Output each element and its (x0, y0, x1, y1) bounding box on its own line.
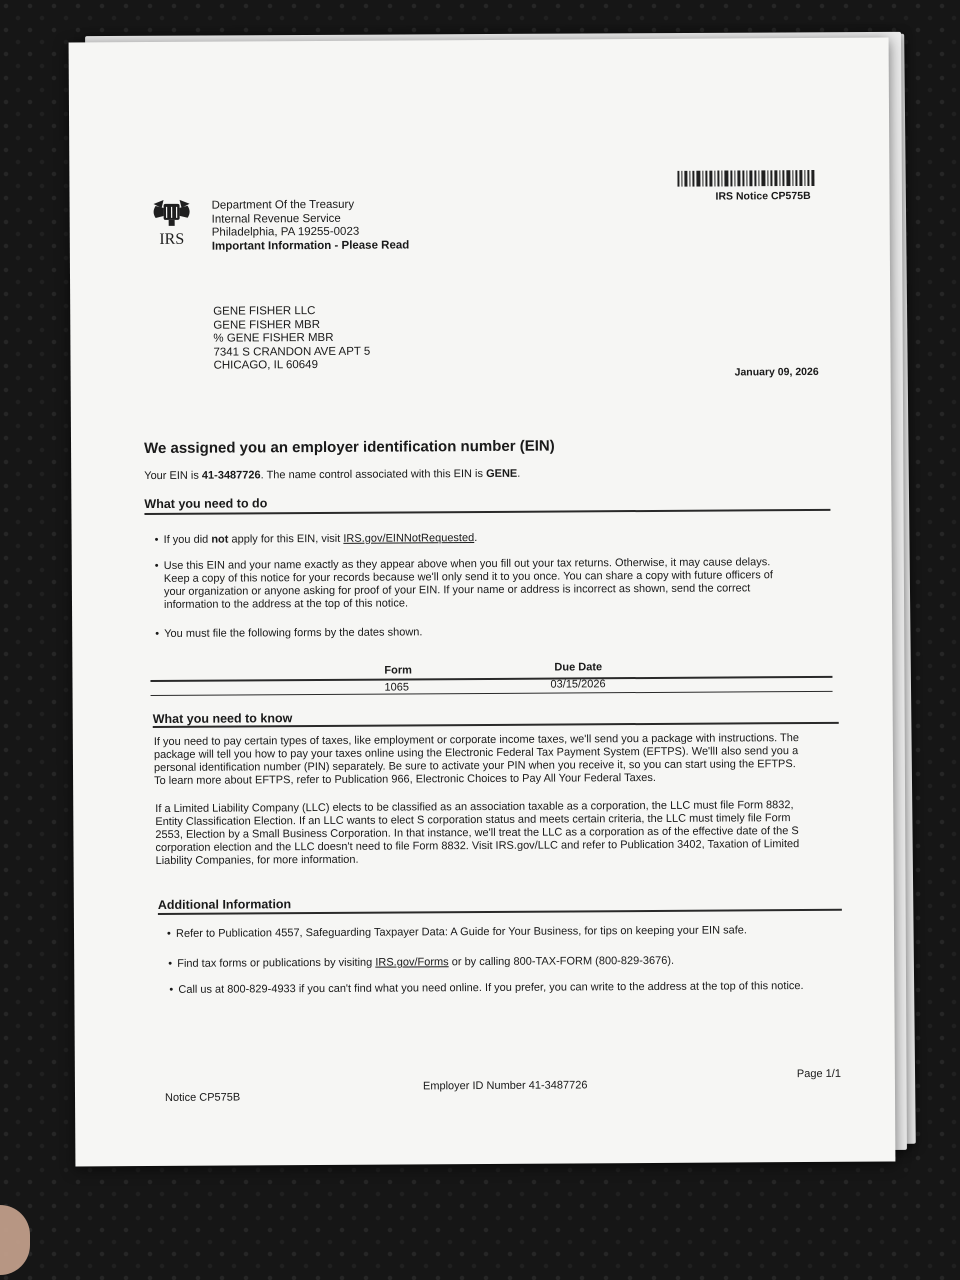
irs-notice-page (69, 38, 896, 1167)
ein-prefix: Your EIN is (144, 469, 202, 483)
address-line: 7341 S CRANDON AVE APT 5 (213, 345, 371, 359)
ein-value: 41-3487726 (201, 469, 261, 482)
address-line: GENE FISHER MBR (213, 318, 321, 332)
ein-suffix: . (517, 467, 521, 480)
table-row-rule (151, 691, 833, 696)
agency-line: Internal Revenue Service (211, 212, 341, 226)
irs-forms-link[interactable]: IRS.gov/Forms (375, 956, 449, 969)
bullet-text: Find tax forms or publications by visiting (177, 956, 376, 970)
llc-paragraph (155, 799, 845, 868)
important-info-label: Important Information - Please Read (211, 238, 410, 253)
footer-notice: Notice CP575B (164, 1091, 241, 1104)
table-header-form: Form (384, 664, 412, 677)
bullet-line: Use this EIN and your name exactly as they appear above when you fill out your tax returns. Otherwise, it may cause delays. (163, 556, 771, 572)
recipient-address (213, 305, 370, 373)
table-cell-due: 03/15/2026 (550, 678, 606, 691)
agency-block (212, 198, 410, 253)
bullet-call-us: • Call us at 800-829-4933 if you can't find what you need online. If you prefer, you can write to the address at the top of this notice. (169, 980, 804, 996)
address-line: GENE FISHER LLC (213, 305, 316, 318)
bullet-not-requested: • If you did not apply for this EIN, visit IRS.gov/EINNotRequested. (154, 532, 478, 546)
address-line: CHICAGO, IL 60649 (213, 358, 318, 372)
barcode (677, 170, 815, 187)
bullet-must-file: • You must file the following forms by the dates shown. (155, 626, 423, 640)
table-header-due-date: Due Date (554, 661, 603, 674)
notice-date: January 09, 2026 (734, 365, 819, 379)
name-control: GENE (486, 467, 518, 480)
ein-statement (144, 468, 520, 482)
bullet-use-ein: • Use this EIN and your name exactly as they appear above when you fill out your tax returns. Otherwise, it may cause delays. Keep a copy of this notice for your records because we'll only send it to you once. You can share a copy with future officers of your organization or anyone asking for proof of your EIN. If your name or address is incorrect as shown, send the correct information to the address at the top of this notice. (164, 556, 844, 612)
paragraph-line: If a Limited Liability Company (LLC) elects to be classified as an association taxable as a corporation, the LLC must file Form 8832, (155, 799, 794, 815)
bullet-line: your organization or anyone asking for proof of your EIN. If your name or address is incorrect as shown, send the correct (163, 582, 751, 598)
bullet-tax-forms: • Find tax forms or publications by visiting IRS.gov/Forms or by calling 800-TAX-FORM (800-829-3676). (168, 954, 675, 970)
paragraph-line: 2553, Election by a Small Business Corporation. In that instance, we'll treat the LLC as a corporation as of the effective date of the S (155, 825, 799, 841)
bullet-line: information to the address at the top of this notice. (163, 597, 409, 611)
bullet-line: Keep a copy of this notice for your records because we'll only send it to you once. You can share a copy with future officers of (163, 569, 773, 585)
agency-line: Department Of the Treasury (211, 198, 355, 212)
irs-eagle-logo-icon (150, 198, 194, 250)
ein-not-requested-link[interactable]: IRS.gov/EINNotRequested (343, 532, 475, 545)
bullet-text: Call us at 800-829-4933 if you can't find what you need online. If you prefer, you can write to the address at the top of this notice. (178, 980, 804, 996)
bullet-publication-4557: • Refer to Publication 4557, Safeguarding Taxpayer Data: A Guide for Your Business, for tips on keeping your EIN safe. (166, 924, 747, 940)
paragraph-line: Liability Companies, for more information. (155, 853, 359, 867)
bullet-text-bold: not (211, 533, 229, 546)
section-heading-need-to-do: What you need to do (144, 496, 268, 512)
section-heading-need-to-know: What you need to know (152, 711, 293, 727)
bullet-text: Refer to Publication 4557, Safeguarding Taxpayer Data: A Guide for Your Business, for tips on keeping your EIN safe. (175, 924, 747, 940)
bullet-text: If you did (163, 533, 212, 546)
ein-middle: . The name control associated with this EIN is (260, 467, 487, 482)
table-header-rule (150, 676, 832, 682)
paragraph-line: personal identification number (PIN) separately. Be sure to activate your PIN when you receive it, so you can start using the EFTPS. (153, 758, 796, 775)
logo-text: IRS (159, 230, 185, 248)
paragraph-line: corporation election and the LLC doesn't need to file Form 8832. Visit IRS.gov/LLC and refer to Publication 3402, Taxation of Limited (155, 838, 800, 854)
table-cell-form: 1065 (384, 681, 410, 694)
footer-employer-id: Employer ID Number 41-3487726 (422, 1079, 588, 1093)
notice-id: IRS Notice CP575B (715, 189, 811, 203)
paragraph-line: Entity Classification Election. If an LLC wants to elect S corporation status and meets certain criteria, the LLC must timely file Form (155, 812, 791, 828)
eftps-paragraph (154, 732, 844, 788)
finger-in-frame (0, 1205, 30, 1275)
paragraph-line: package will tell you how to pay your taxes online using the Electronic Federal Tax Payment System (EFTPS). We'llI also send you a (153, 745, 799, 762)
agency-line: Philadelphia, PA 19255-0023 (211, 225, 360, 239)
bullet-text: . (474, 532, 478, 545)
paragraph-line: If you need to pay certain types of taxes, like employment or corporate income taxes, we'll send you a package with instructions. The (153, 732, 799, 749)
footer-page-number: Page 1/1 (796, 1067, 841, 1081)
page-title: We assigned you an employer identification number (EIN) (144, 437, 555, 458)
bullet-text: or by calling 800-TAX-FORM (800-829-3676). (448, 954, 675, 969)
address-line: % GENE FISHER MBR (213, 331, 334, 345)
section-heading-additional: Additional Information (157, 897, 292, 912)
paragraph-line: To learn more about EFTPS, refer to Publication 966, Electronic Choices to Pay All Your Federal Taxes. (154, 771, 656, 788)
bullet-text: apply for this EIN, visit (228, 532, 344, 546)
bullet-text: You must file the following forms by the dates shown. (164, 626, 423, 640)
